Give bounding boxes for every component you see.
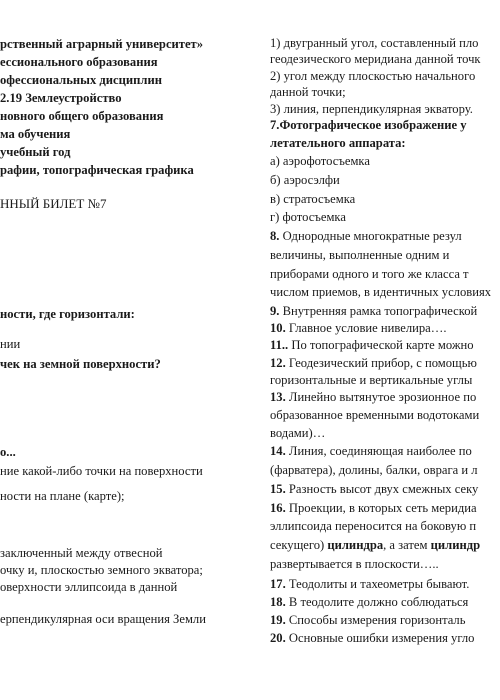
question-line xyxy=(270,481,478,497)
option-line: б) аэросэлфи xyxy=(270,173,340,187)
ticket-title: ННЫЙ БИЛЕТ №7 xyxy=(0,196,107,211)
text-line: приборами одного и того же класса т xyxy=(270,267,469,281)
question-text: По топографической карте можно xyxy=(288,338,474,352)
text-line: образованное временными водотоками xyxy=(270,408,480,422)
header-line: 2.19 Землеустройство xyxy=(0,91,122,105)
text-line: (фарватера), долины, балки, оврага и л xyxy=(270,463,478,477)
answer-fragment: ности на плане (карте); xyxy=(0,489,125,503)
text-line-mixed xyxy=(270,537,480,553)
question-number: 11.. xyxy=(270,338,289,352)
question-text: Линия, соединяющая наиболее по xyxy=(285,444,472,458)
question-number: 10. xyxy=(270,321,286,335)
text-line: развертывается в плоскости….. xyxy=(270,557,439,571)
text-line: 1) двугранный угол, составленный пло xyxy=(270,36,479,50)
question-heading: летательного аппарата: xyxy=(270,136,406,150)
text-line: горизонтальные и вертикальные углы xyxy=(270,373,473,387)
header-line: офессиональных дисциплин xyxy=(0,73,162,87)
question-text: Проекции, в которых сеть меридиа xyxy=(285,501,477,515)
question-text: Главное условие нивелира…. xyxy=(285,321,447,335)
text-line: числом приемов, в идентичных условиях xyxy=(270,285,492,299)
text-segment: секущего) xyxy=(270,538,325,552)
question-number: 16. xyxy=(270,501,286,515)
answer-fragment: оверхности эллипсоида в данной xyxy=(0,580,178,594)
question-number: 12. xyxy=(270,356,286,370)
question-number: 18. xyxy=(270,595,286,609)
answer-fragment: ние какой-либо точки на поверхности xyxy=(0,464,203,478)
question-number: 15. xyxy=(270,482,286,496)
question-number: 17. xyxy=(270,577,286,591)
text-line: величины, выполненные одним и xyxy=(270,248,450,262)
text-segment: , а затем xyxy=(383,538,428,552)
header-line: ма обучения xyxy=(0,127,71,141)
bold-term: цилиндр xyxy=(430,538,481,552)
header-line: рственный аграрный университет» xyxy=(0,37,204,51)
question-number: 19. xyxy=(270,613,286,627)
question-line xyxy=(270,303,477,319)
question-text: Основные ошибки измерения угло xyxy=(285,631,475,645)
question-line xyxy=(270,443,472,459)
header-line: учебный год xyxy=(0,145,71,159)
text-line: 3) линия, перпендикулярная экватору. xyxy=(270,102,473,116)
right-column xyxy=(270,0,500,700)
question-line xyxy=(270,594,468,610)
answer-fragment: заключенный между отвесной xyxy=(0,546,163,560)
question-text: Геодезический прибор, с помощью xyxy=(285,356,477,370)
question-text: Разность высот двух смежных секу xyxy=(285,482,479,496)
option-line: в) стратосъемка xyxy=(270,192,356,206)
text-line: данной точки; xyxy=(270,85,346,99)
question-fragment: ности, где горизонтали: xyxy=(0,307,135,321)
question-number: 20. xyxy=(270,631,286,645)
option-line: а) аэрофотосъемка xyxy=(270,154,370,168)
header-line: ессионального образования xyxy=(0,55,158,69)
text-line: водами)… xyxy=(270,426,326,440)
question-line xyxy=(270,389,476,405)
question-number: 14. xyxy=(270,444,286,458)
question-number: 8. xyxy=(270,229,280,243)
question-fragment: чек на земной поверхности? xyxy=(0,357,161,371)
question-line xyxy=(270,320,446,336)
question-line xyxy=(270,228,462,244)
question-heading: 7.Фотографическое изображение у xyxy=(270,118,467,132)
answer-fragment: очку и, плоскостью земного экватора; xyxy=(0,563,203,577)
text-line: 2) угол между плоскостью начального xyxy=(270,69,476,83)
question-fragment: о... xyxy=(0,445,16,459)
question-line xyxy=(270,630,474,646)
question-text: Теодолиты и тахеометры бывают. xyxy=(285,577,470,591)
question-number: 13. xyxy=(270,390,286,404)
answer-fragment: ерпендикулярная оси вращения Земли xyxy=(0,612,206,626)
header-line: новного общего образования xyxy=(0,109,164,123)
header-line: рафии, топографическая графика xyxy=(0,163,194,177)
question-text: В теодолите должно соблюдаться xyxy=(285,595,469,609)
question-text: Внутренняя рамка топографической xyxy=(279,304,478,318)
question-line xyxy=(270,576,469,592)
question-text: Линейно вытянутое эрозионное по xyxy=(285,390,477,404)
text-line: эллипсоида переносится на боковую п xyxy=(270,519,477,533)
question-text: Однородные многократные резул xyxy=(279,229,462,243)
question-number: 9. xyxy=(270,304,280,318)
question-line xyxy=(270,355,477,371)
question-text: Способы измерения горизонталь xyxy=(285,613,466,627)
text-line: геодезического меридиана данной точк xyxy=(270,52,481,66)
question-line xyxy=(270,500,477,516)
question-line xyxy=(270,337,474,353)
bold-term: цилиндра xyxy=(327,538,384,552)
option-line: г) фотосъемка xyxy=(270,210,346,224)
answer-fragment: нии xyxy=(0,337,21,351)
question-line xyxy=(270,612,465,628)
